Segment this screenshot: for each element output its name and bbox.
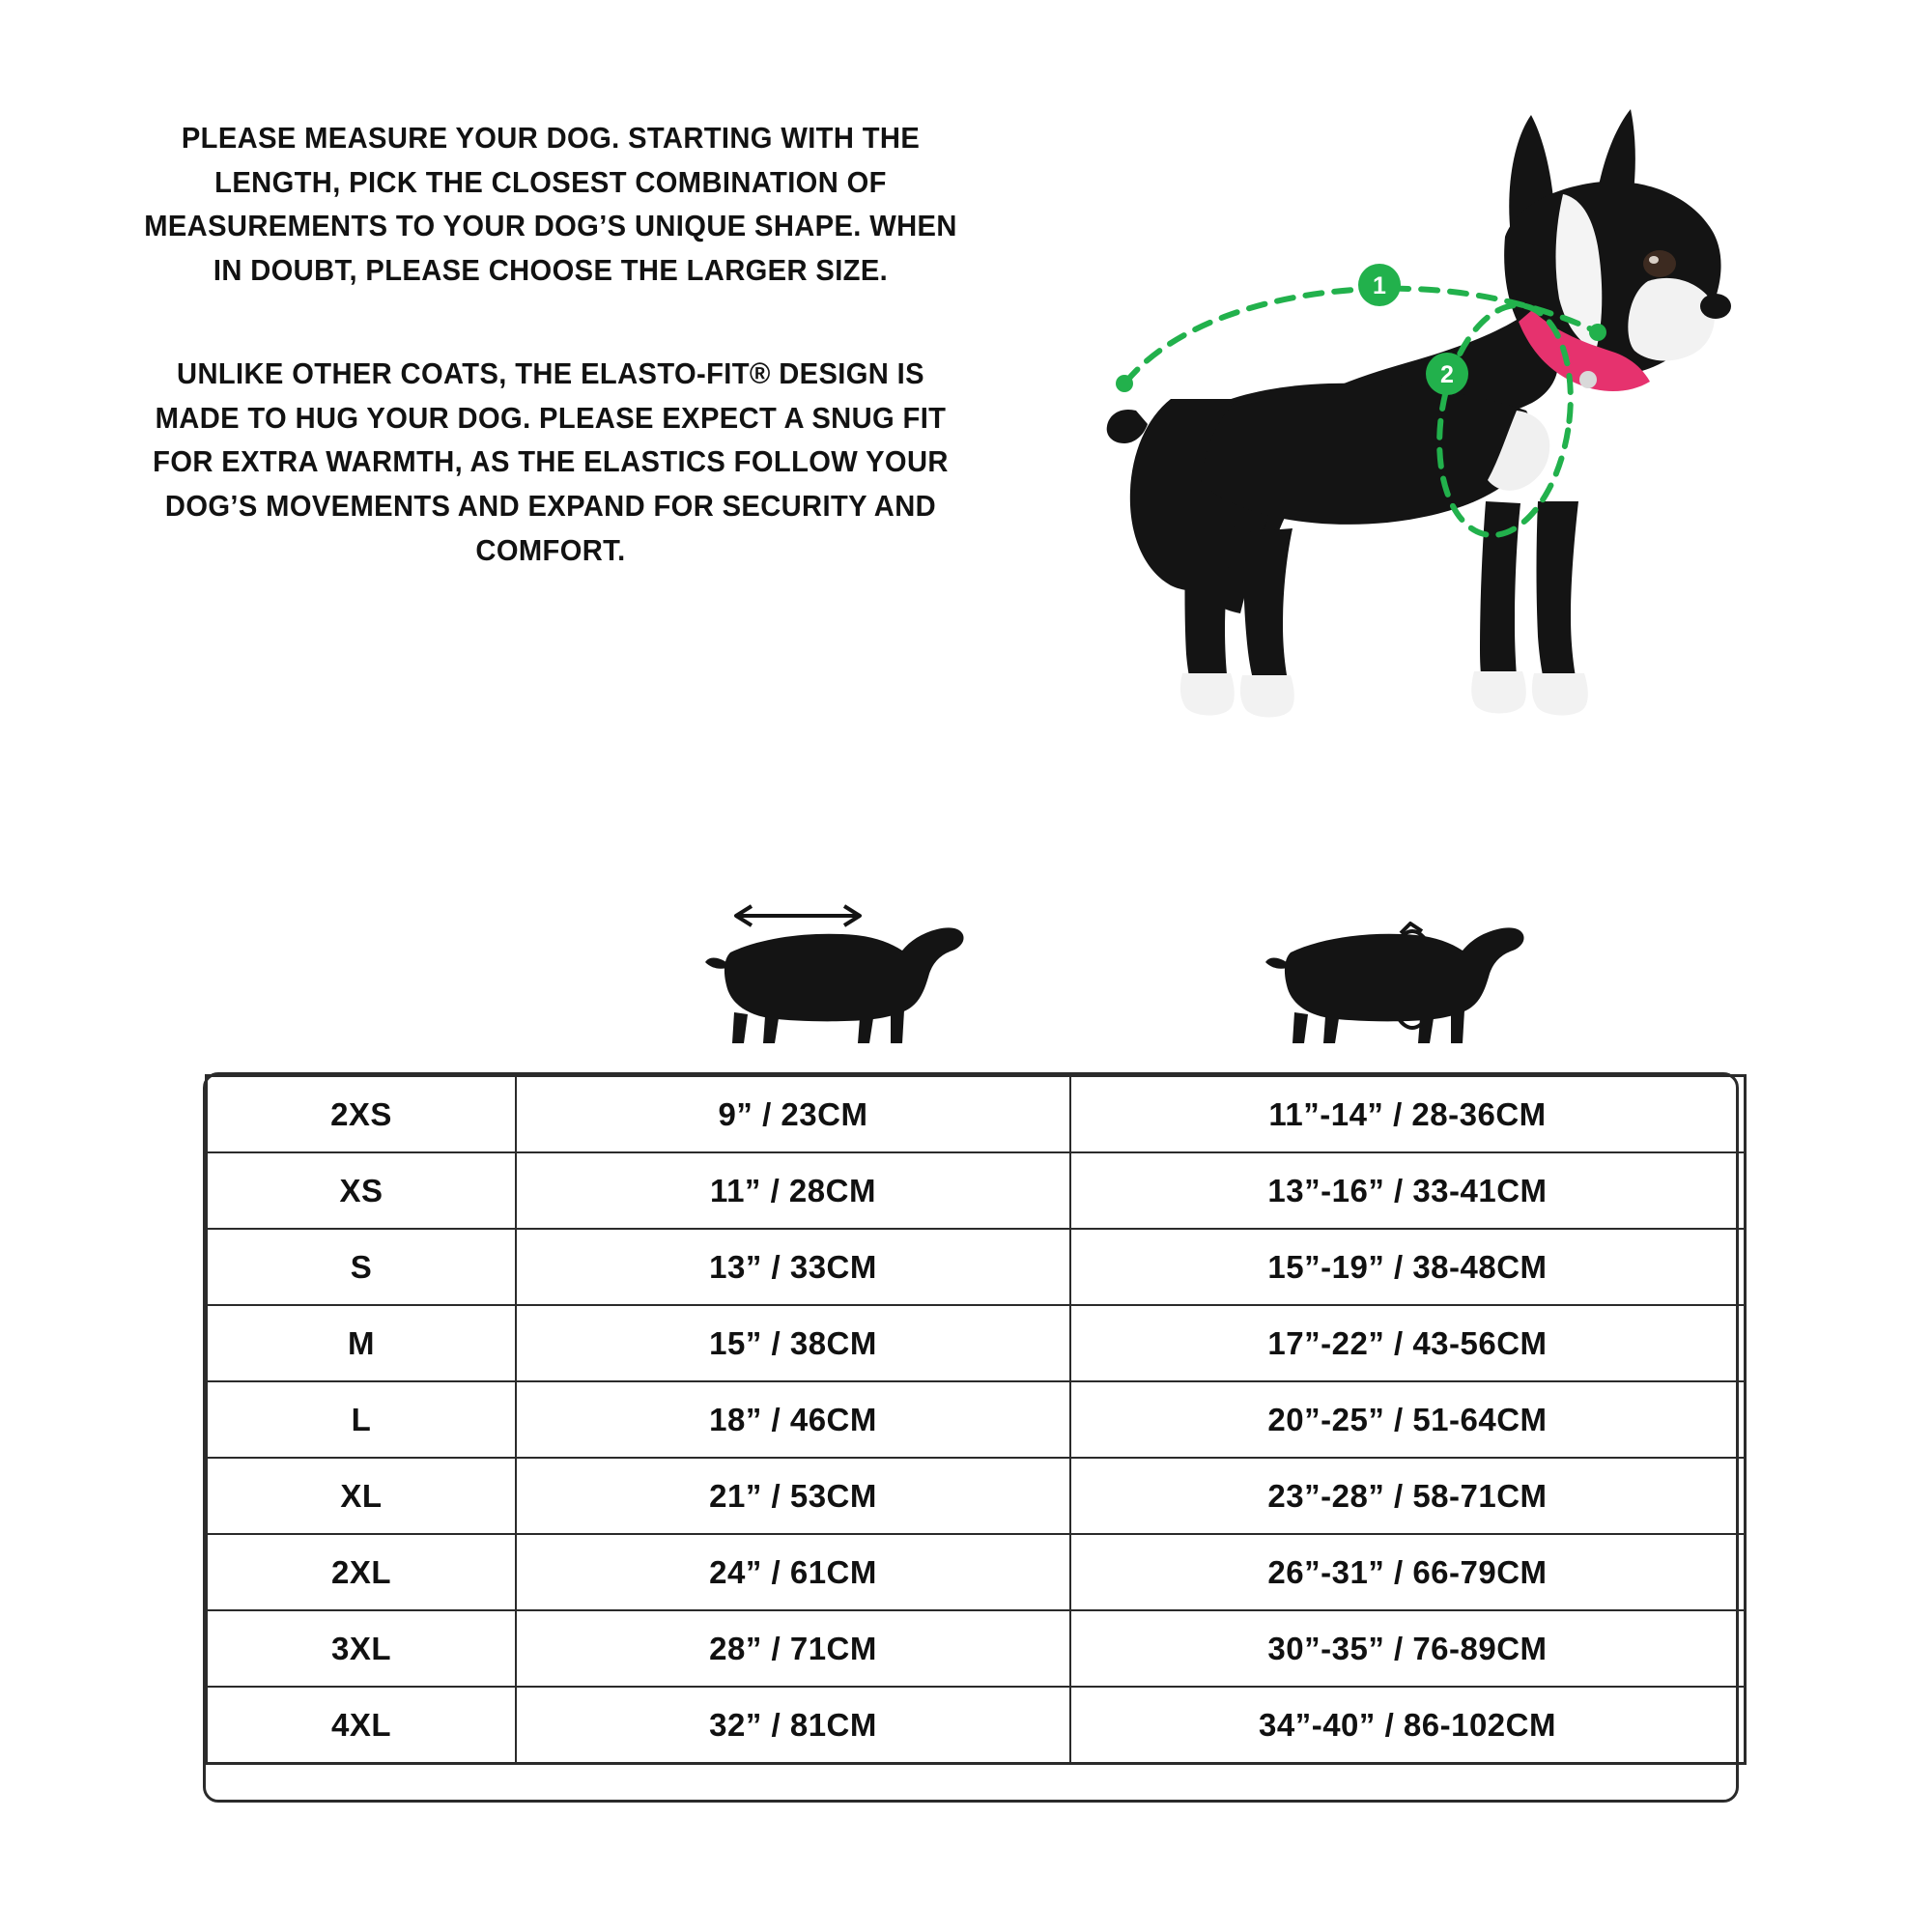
cell-girth: 34”-40” / 86-102CM	[1070, 1687, 1746, 1764]
cell-girth: 13”-16” / 33-41CM	[1070, 1152, 1746, 1229]
cell-length: 24” / 61CM	[516, 1534, 1070, 1610]
cell-girth: 20”-25” / 51-64CM	[1070, 1381, 1746, 1458]
table-row	[207, 1152, 1746, 1229]
cell-length: 18” / 46CM	[516, 1381, 1070, 1458]
marker-1-label: 1	[1373, 272, 1386, 299]
cell-size: 2XS	[207, 1076, 517, 1153]
marker-2-label: 2	[1440, 361, 1454, 388]
size-chart-table	[205, 1074, 1731, 1765]
cell-girth: 17”-22” / 43-56CM	[1070, 1305, 1746, 1381]
table-row	[207, 1610, 1746, 1687]
cell-size: S	[207, 1229, 517, 1305]
table-row	[207, 1458, 1746, 1534]
table-row	[207, 1534, 1746, 1610]
cell-size: M	[207, 1305, 517, 1381]
cell-girth: 11”-14” / 28-36CM	[1070, 1076, 1746, 1153]
cell-length: 21” / 53CM	[516, 1458, 1070, 1534]
dog-girth-icon	[1265, 898, 1613, 1053]
cell-size: L	[207, 1381, 517, 1458]
cell-length: 11” / 28CM	[516, 1152, 1070, 1229]
table-row	[207, 1381, 1746, 1458]
cell-length: 32” / 81CM	[516, 1687, 1070, 1764]
table-row	[207, 1076, 1746, 1153]
cell-girth: 23”-28” / 58-71CM	[1070, 1458, 1746, 1534]
cell-length: 9” / 23CM	[516, 1076, 1070, 1153]
dog-body-silhouette	[1107, 109, 1731, 718]
measurement-icon-row	[203, 898, 1739, 1053]
intro-paragraph-2: UNLIKE OTHER COATS, THE ELASTO-FIT® DESIGN IS MADE TO HUG YOUR DOG. PLEASE EXPECT A SNUG FIT FOR EXTRA WARMTH, AS THE ELASTICS FOLLOW YOUR DOG’S MOVEMENTS AND EXPAND FOR SECURITY AND COMFORT.	[153, 356, 949, 567]
cell-size: XS	[207, 1152, 517, 1229]
cell-length: 28” / 71CM	[516, 1610, 1070, 1687]
dog-illustration-svg	[1101, 92, 1864, 749]
dog-length-icon	[705, 898, 1053, 1053]
table-row	[207, 1229, 1746, 1305]
cell-size: XL	[207, 1458, 517, 1534]
table-row	[207, 1687, 1746, 1764]
intro-text-block	[116, 116, 985, 572]
cell-size: 4XL	[207, 1687, 517, 1764]
dog-measurement-diagram	[1101, 92, 1864, 749]
cell-size: 3XL	[207, 1610, 517, 1687]
cell-length: 15” / 38CM	[516, 1305, 1070, 1381]
intro-paragraph-1: PLEASE MEASURE YOUR DOG. STARTING WITH THE LENGTH, PICK THE CLOSEST COMBINATION OF MEASUREMENTS TO YOUR DOG’S UNIQUE SHAPE. WHEN IN DOUBT, PLEASE CHOOSE THE LARGER SIZE.	[144, 121, 957, 287]
cell-girth: 30”-35” / 76-89CM	[1070, 1610, 1746, 1687]
cell-girth: 15”-19” / 38-48CM	[1070, 1229, 1746, 1305]
length-icon-cell	[705, 898, 1053, 1053]
size-table-body	[207, 1076, 1746, 1764]
table-row	[207, 1305, 1746, 1381]
cell-girth: 26”-31” / 66-79CM	[1070, 1534, 1746, 1610]
cell-length: 13” / 33CM	[516, 1229, 1070, 1305]
cell-size: 2XL	[207, 1534, 517, 1610]
girth-icon-cell	[1265, 898, 1613, 1053]
